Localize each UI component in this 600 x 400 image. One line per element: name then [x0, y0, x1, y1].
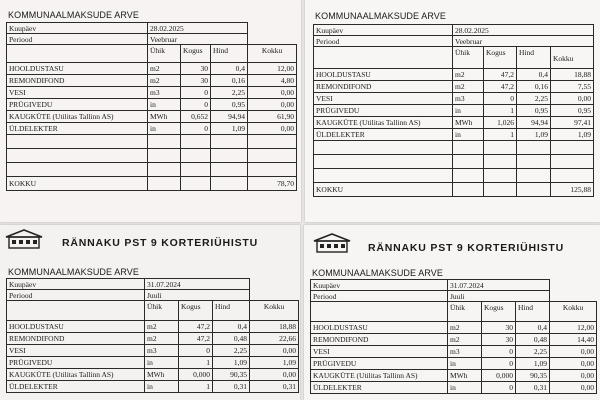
period-value: Juuli — [448, 291, 550, 302]
item-qty: 1 — [179, 357, 213, 369]
item-total: 0,00 — [550, 370, 597, 382]
item-qty: 0 — [482, 382, 516, 394]
item-unit: in — [145, 357, 179, 369]
table-row — [7, 321, 299, 333]
item-qty: 30 — [482, 334, 516, 346]
table-row — [311, 370, 597, 382]
item-price: 0,4 — [213, 321, 250, 333]
period-label: Periood — [7, 290, 145, 301]
item-total: 0,00 — [248, 87, 297, 99]
col-price-header: Hind — [517, 47, 551, 69]
date-label: Kuupäev — [314, 25, 453, 36]
item-name: VESI — [7, 345, 145, 357]
house-icon — [312, 233, 352, 253]
item-unit: m2 — [448, 322, 482, 334]
item-total: 0,00 — [550, 358, 597, 370]
empty-row — [7, 163, 297, 177]
grand-total: 125,88 — [551, 183, 594, 197]
item-unit: m3 — [145, 345, 179, 357]
doc-title: KOMMUNAALMAKSUDE ARVE — [315, 11, 446, 21]
item-price: 0,31 — [213, 381, 250, 393]
item-total: 12,00 — [248, 63, 297, 75]
date-row — [7, 23, 297, 34]
grand-total: 78,70 — [248, 177, 297, 191]
item-unit: MWh — [453, 117, 484, 129]
item-name: REMONDIFOND — [311, 334, 448, 346]
item-total: 18,88 — [250, 321, 299, 333]
empty-row — [7, 135, 297, 149]
doc-title: KOMMUNAALMAKSUDE ARVE — [8, 267, 139, 277]
item-unit: MWh — [148, 111, 181, 123]
item-qty: 1,026 — [484, 117, 517, 129]
table-row — [311, 358, 597, 370]
item-unit: m2 — [148, 63, 181, 75]
total-row — [314, 183, 594, 197]
col-total-header: Kokku — [250, 301, 299, 321]
column-header-row — [7, 45, 297, 63]
item-name: VESI — [311, 346, 448, 358]
col-total-header: Kokku — [551, 47, 594, 69]
item-total: 61,90 — [248, 111, 297, 123]
association-name: RÄNNAKU PST 9 KORTERIÜHISTU — [62, 237, 259, 249]
item-unit: m2 — [148, 75, 181, 87]
period-label: Periood — [314, 36, 453, 47]
table-row — [314, 93, 594, 105]
table-row — [314, 129, 594, 141]
item-price: 0,95 — [211, 99, 248, 111]
empty-row — [314, 169, 594, 183]
column-header-row — [314, 47, 594, 69]
item-qty: 47,2 — [484, 69, 517, 81]
period-row — [7, 290, 299, 301]
item-total: 4,80 — [248, 75, 297, 87]
item-qty: 0,000 — [482, 370, 516, 382]
col-price-header: Hind — [516, 302, 550, 322]
item-total: 0,00 — [250, 345, 299, 357]
house-icon — [4, 229, 44, 249]
item-price: 1,09 — [516, 358, 550, 370]
col-unit-header: Ühik — [145, 301, 179, 321]
item-qty: 0 — [181, 99, 211, 111]
item-total: 1,09 — [250, 357, 299, 369]
table-row — [314, 117, 594, 129]
item-name: HOOLDUSTASU — [311, 322, 448, 334]
table-row — [7, 99, 297, 111]
period-row — [314, 36, 594, 47]
item-price: 0,48 — [213, 333, 250, 345]
period-row — [7, 34, 297, 45]
item-price: 0,16 — [211, 75, 248, 87]
item-total: 1,09 — [551, 129, 594, 141]
item-price: 0,31 — [516, 382, 550, 394]
item-total: 14,40 — [550, 334, 597, 346]
doc-title: KOMMUNAALMAKSUDE ARVE — [312, 268, 443, 278]
item-unit: in — [148, 99, 181, 111]
item-name: HOOLDUSTASU — [7, 321, 145, 333]
empty-row — [7, 149, 297, 163]
bill-sheet-top-right — [305, 0, 600, 222]
item-price: 0,4 — [211, 63, 248, 75]
period-label: Periood — [7, 34, 148, 45]
item-price: 1,09 — [211, 123, 248, 135]
period-value: Juuli — [145, 290, 250, 301]
col-price-header: Hind — [213, 301, 250, 321]
item-unit: m2 — [453, 81, 484, 93]
item-unit: m2 — [453, 69, 484, 81]
item-qty: 47,2 — [179, 333, 213, 345]
item-unit: in — [448, 358, 482, 370]
item-unit: m2 — [145, 333, 179, 345]
item-unit: m2 — [448, 334, 482, 346]
table-row — [7, 369, 299, 381]
col-qty-header: Kogus — [181, 45, 211, 63]
table-row — [7, 333, 299, 345]
item-unit: in — [148, 123, 181, 135]
item-qty: 0 — [181, 123, 211, 135]
item-total: 0,00 — [550, 382, 597, 394]
item-name: PRÜGIVEDU — [7, 99, 148, 111]
date-row — [314, 25, 594, 36]
item-qty: 1 — [179, 381, 213, 393]
doc-title: KOMMUNAALMAKSUDE ARVE — [8, 10, 139, 20]
item-price: 2,25 — [213, 345, 250, 357]
table-row — [314, 81, 594, 93]
bill-table — [310, 279, 597, 394]
item-name: PRÜGIVEDU — [311, 358, 448, 370]
item-qty: 47,2 — [484, 81, 517, 93]
bill-sheet-top-left — [0, 0, 301, 222]
item-total: 0,00 — [550, 346, 597, 358]
col-total-header: Kokku — [550, 302, 597, 322]
item-price: 2,25 — [517, 93, 551, 105]
col-unit-header: Ühik — [453, 47, 484, 69]
item-qty: 0 — [179, 345, 213, 357]
bill-table — [313, 24, 594, 197]
item-name: VESI — [314, 93, 453, 105]
item-total: 0,00 — [250, 369, 299, 381]
table-row — [7, 381, 299, 393]
table-row — [314, 69, 594, 81]
item-name: HOOLDUSTASU — [314, 69, 453, 81]
item-price: 0,4 — [517, 69, 551, 81]
item-name: REMONDIFOND — [7, 75, 148, 87]
total-label: KOKKU — [314, 183, 453, 197]
item-price: 0,16 — [517, 81, 551, 93]
date-value: 31.07.2024 — [145, 279, 250, 290]
item-name: REMONDIFOND — [314, 81, 453, 93]
table-row — [7, 123, 297, 135]
table-row — [7, 345, 299, 357]
empty-row — [314, 155, 594, 169]
item-total: 12,00 — [550, 322, 597, 334]
date-label: Kuupäev — [7, 23, 148, 34]
item-unit: in — [453, 105, 484, 117]
item-price: 2,25 — [211, 87, 248, 99]
table-row — [311, 334, 597, 346]
item-qty: 0 — [484, 93, 517, 105]
table-row — [7, 63, 297, 75]
col-price-header: Hind — [211, 45, 248, 63]
item-price: 2,25 — [516, 346, 550, 358]
item-unit: m2 — [145, 321, 179, 333]
item-name: KAUGKÜTE (Utilitas Tallinn AS) — [311, 370, 448, 382]
item-total: 0,31 — [250, 381, 299, 393]
item-price: 90,35 — [516, 370, 550, 382]
association-name: RÄNNAKU PST 9 KORTERIÜHISTU — [368, 242, 565, 254]
column-header-row — [311, 302, 597, 322]
item-qty: 47,2 — [179, 321, 213, 333]
table-row — [311, 322, 597, 334]
table-row — [314, 105, 594, 117]
table-row — [7, 111, 297, 123]
item-name: PRÜGIVEDU — [7, 357, 145, 369]
item-qty: 1 — [484, 105, 517, 117]
column-header-row — [7, 301, 299, 321]
total-label: KOKKU — [7, 177, 148, 191]
item-qty: 30 — [181, 75, 211, 87]
bill-sheet-bottom-left — [0, 225, 300, 400]
item-qty: 0 — [482, 358, 516, 370]
item-name: ÜLDELEKTER — [7, 381, 145, 393]
date-row — [311, 280, 597, 291]
date-value: 31.07.2024 — [448, 280, 550, 291]
table-row — [7, 75, 297, 87]
item-name: KAUGKÜTE (Utilitas Tallinn AS) — [7, 369, 145, 381]
col-total-header: Kokku — [248, 45, 297, 63]
date-row — [7, 279, 299, 290]
item-total: 0,95 — [551, 105, 594, 117]
item-unit: in — [448, 382, 482, 394]
item-name: REMONDIFOND — [7, 333, 145, 345]
bill-sheet-bottom-right — [304, 225, 600, 400]
item-price: 94,94 — [211, 111, 248, 123]
item-total: 7,55 — [551, 81, 594, 93]
col-qty-header: Kogus — [179, 301, 213, 321]
item-unit: MWh — [145, 369, 179, 381]
date-value: 28.02.2025 — [148, 23, 248, 34]
item-total: 97,41 — [551, 117, 594, 129]
item-price: 0,95 — [517, 105, 551, 117]
item-qty: 0,652 — [181, 111, 211, 123]
col-qty-header: Kogus — [482, 302, 516, 322]
empty-row — [314, 141, 594, 155]
total-row — [7, 177, 297, 191]
item-qty: 30 — [181, 63, 211, 75]
date-label: Kuupäev — [7, 279, 145, 290]
item-price: 0,4 — [516, 322, 550, 334]
item-price: 1,09 — [517, 129, 551, 141]
item-name: ÜLDELEKTER — [311, 382, 448, 394]
item-qty: 0 — [482, 346, 516, 358]
bill-table — [6, 22, 297, 191]
table-row — [7, 87, 297, 99]
table-row — [7, 357, 299, 369]
item-price: 1,09 — [213, 357, 250, 369]
item-total: 0,00 — [248, 123, 297, 135]
item-qty: 0,000 — [179, 369, 213, 381]
item-qty: 1 — [484, 129, 517, 141]
item-name: VESI — [7, 87, 148, 99]
item-price: 94,94 — [517, 117, 551, 129]
item-total: 22,66 — [250, 333, 299, 345]
item-price: 0,48 — [516, 334, 550, 346]
item-unit: m3 — [448, 346, 482, 358]
item-name: ÜLDELEKTER — [7, 123, 148, 135]
item-name: KAUGKÜTE (Utilitas Tallinn AS) — [314, 117, 453, 129]
col-unit-header: Ühik — [448, 302, 482, 322]
table-row — [311, 346, 597, 358]
item-name: KAUGKÜTE (Utilitas Tallinn AS) — [7, 111, 148, 123]
item-unit: m3 — [148, 87, 181, 99]
item-total: 0,00 — [551, 93, 594, 105]
col-qty-header: Kogus — [484, 47, 517, 69]
table-row — [311, 382, 597, 394]
item-total: 0,00 — [248, 99, 297, 111]
bill-table — [6, 278, 299, 393]
item-name: HOOLDUSTASU — [7, 63, 148, 75]
item-name: ÜLDELEKTER — [314, 129, 453, 141]
item-unit: in — [453, 129, 484, 141]
item-qty: 0 — [181, 87, 211, 99]
date-value: 28.02.2025 — [453, 25, 594, 36]
item-name: PRÜGIVEDU — [314, 105, 453, 117]
period-value: Veebruar — [453, 36, 594, 47]
item-qty: 30 — [482, 322, 516, 334]
date-label: Kuupäev — [311, 280, 448, 291]
item-total: 18,88 — [551, 69, 594, 81]
item-price: 90,35 — [213, 369, 250, 381]
period-row — [311, 291, 597, 302]
item-unit: in — [145, 381, 179, 393]
item-unit: MWh — [448, 370, 482, 382]
period-value: Veebruar — [148, 34, 248, 45]
col-unit-header: Ühik — [148, 45, 181, 63]
period-label: Periood — [311, 291, 448, 302]
item-unit: m3 — [453, 93, 484, 105]
